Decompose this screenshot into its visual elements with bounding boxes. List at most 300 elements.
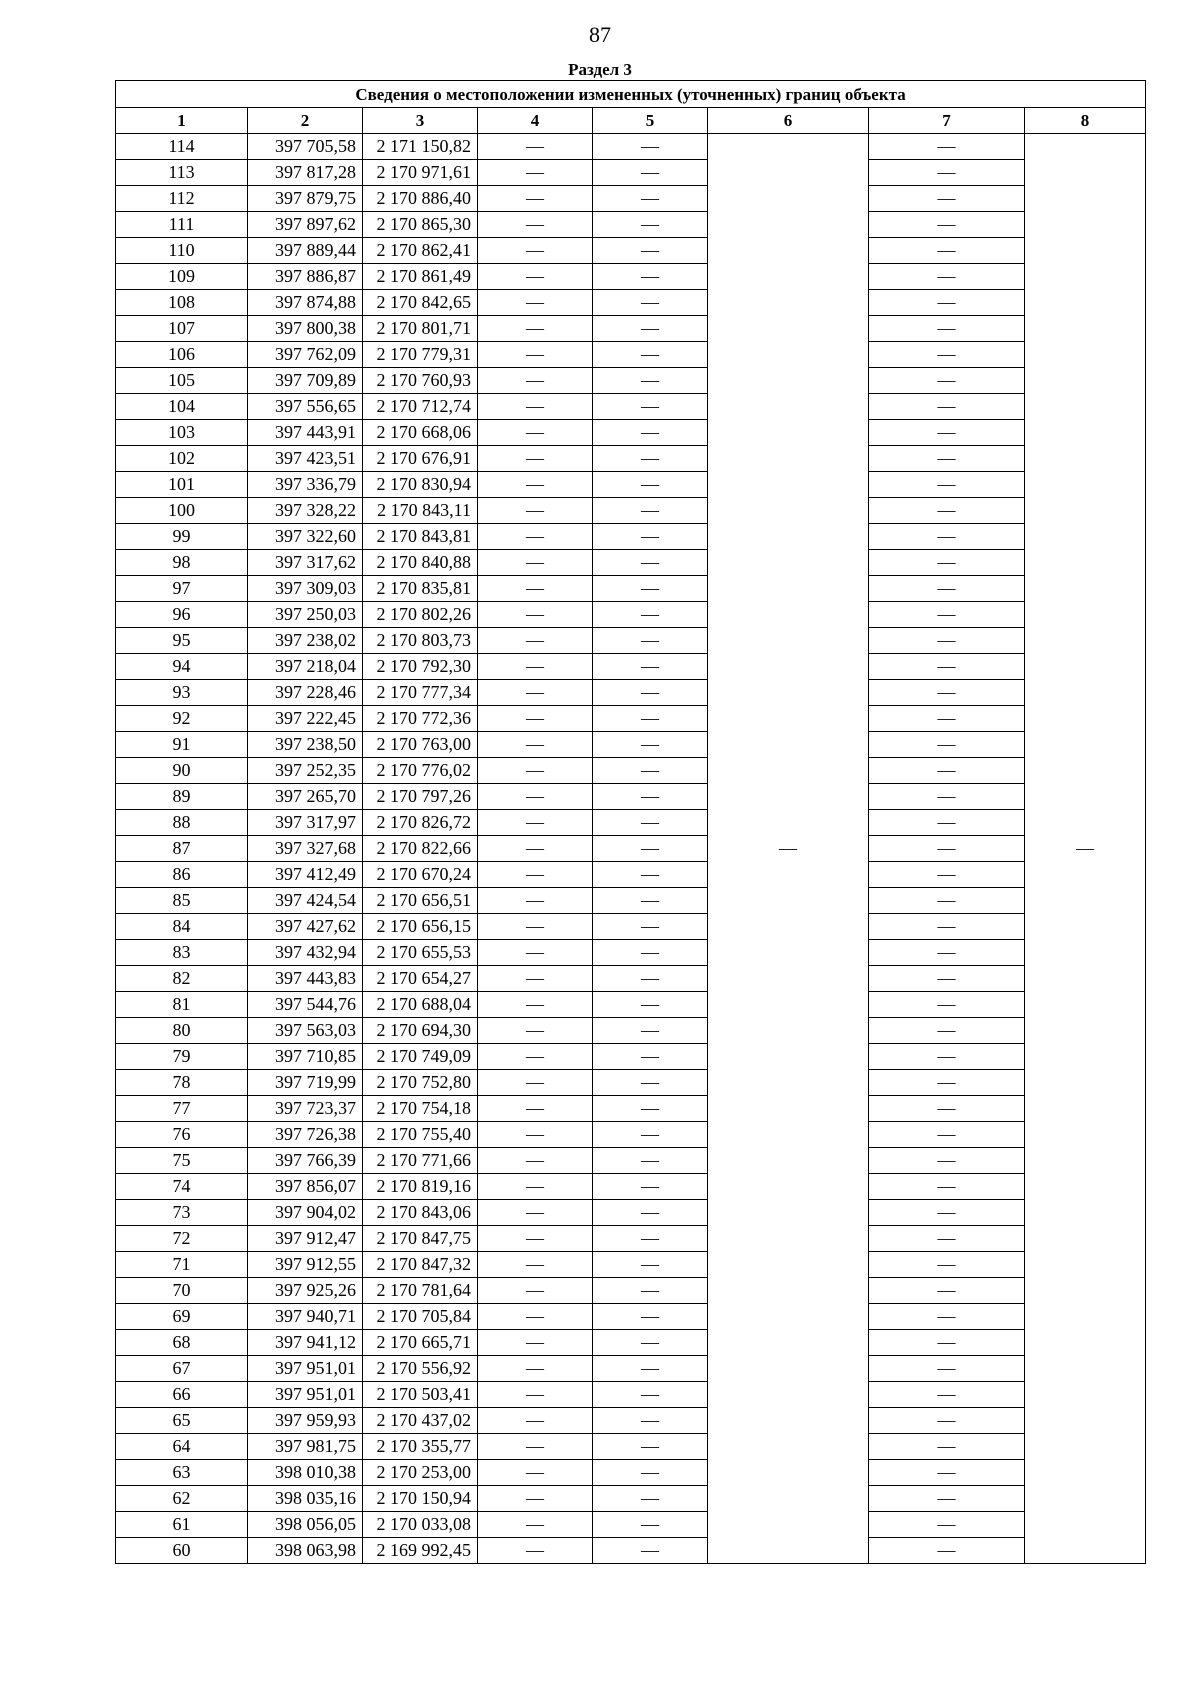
col7-cell: —: [869, 1512, 1025, 1538]
col4-cell: —: [478, 394, 593, 420]
x-coordinate-cell: 397 222,45: [248, 706, 363, 732]
x-coordinate-cell: 397 252,35: [248, 758, 363, 784]
col5-cell: —: [593, 1382, 708, 1408]
col4-cell: —: [478, 290, 593, 316]
col4-cell: —: [478, 784, 593, 810]
col7-cell: —: [869, 1460, 1025, 1486]
table-body: [116, 134, 1146, 1564]
col7-cell: —: [869, 784, 1025, 810]
x-coordinate-cell: 397 817,28: [248, 160, 363, 186]
col4-cell: —: [478, 264, 593, 290]
table-row: [116, 264, 1146, 290]
col4-cell: —: [478, 758, 593, 784]
y-coordinate-cell: 2 170 865,30: [363, 212, 478, 238]
col5-cell: —: [593, 1408, 708, 1434]
col7-cell: —: [869, 1018, 1025, 1044]
col5-cell: —: [593, 1148, 708, 1174]
y-coordinate-cell: 2 170 781,64: [363, 1278, 478, 1304]
col4-cell: —: [478, 1018, 593, 1044]
x-coordinate-cell: 397 951,01: [248, 1382, 363, 1408]
col7-cell: —: [869, 212, 1025, 238]
y-coordinate-cell: 2 170 843,06: [363, 1200, 478, 1226]
point-number-cell: 98: [116, 550, 248, 576]
col7-cell: —: [869, 914, 1025, 940]
x-coordinate-cell: 397 544,76: [248, 992, 363, 1018]
table-row: [116, 550, 1146, 576]
point-number-cell: 78: [116, 1070, 248, 1096]
col4-cell: —: [478, 420, 593, 446]
x-coordinate-cell: 397 925,26: [248, 1278, 363, 1304]
x-coordinate-cell: 397 981,75: [248, 1434, 363, 1460]
point-number-cell: 113: [116, 160, 248, 186]
point-number-cell: 72: [116, 1226, 248, 1252]
x-coordinate-cell: 398 010,38: [248, 1460, 363, 1486]
table-row: [116, 966, 1146, 992]
y-coordinate-cell: 2 170 830,94: [363, 472, 478, 498]
col7-cell: —: [869, 524, 1025, 550]
y-coordinate-cell: 2 170 712,74: [363, 394, 478, 420]
col4-cell: —: [478, 1356, 593, 1382]
column-header-2: 2: [248, 108, 363, 134]
y-coordinate-cell: 2 170 655,53: [363, 940, 478, 966]
y-coordinate-cell: 2 170 797,26: [363, 784, 478, 810]
table-row: [116, 1044, 1146, 1070]
point-number-cell: 85: [116, 888, 248, 914]
y-coordinate-cell: 2 170 688,04: [363, 992, 478, 1018]
y-coordinate-cell: 2 170 819,16: [363, 1174, 478, 1200]
y-coordinate-cell: 2 170 777,34: [363, 680, 478, 706]
col7-cell: —: [869, 810, 1025, 836]
x-coordinate-cell: 397 874,88: [248, 290, 363, 316]
point-number-cell: 81: [116, 992, 248, 1018]
col4-cell: —: [478, 368, 593, 394]
y-coordinate-cell: 2 170 843,11: [363, 498, 478, 524]
col5-cell: —: [593, 1174, 708, 1200]
y-coordinate-cell: 2 170 847,32: [363, 1252, 478, 1278]
col5-cell: —: [593, 1460, 708, 1486]
table-row: [116, 238, 1146, 264]
col5-cell: —: [593, 1278, 708, 1304]
point-number-cell: 87: [116, 836, 248, 862]
point-number-cell: 76: [116, 1122, 248, 1148]
x-coordinate-cell: 397 886,87: [248, 264, 363, 290]
col7-cell: —: [869, 1226, 1025, 1252]
point-number-cell: 61: [116, 1512, 248, 1538]
col5-cell: —: [593, 1096, 708, 1122]
col7-cell: —: [869, 888, 1025, 914]
table-row: [116, 1070, 1146, 1096]
x-coordinate-cell: 397 317,62: [248, 550, 363, 576]
col4-cell: —: [478, 940, 593, 966]
col4-cell: —: [478, 1512, 593, 1538]
point-number-cell: 84: [116, 914, 248, 940]
col7-cell: —: [869, 1434, 1025, 1460]
col7-cell: —: [869, 1408, 1025, 1434]
column-header-6: 6: [708, 108, 869, 134]
point-number-cell: 62: [116, 1486, 248, 1512]
x-coordinate-cell: 397 309,03: [248, 576, 363, 602]
col5-cell: —: [593, 784, 708, 810]
table-row: [116, 290, 1146, 316]
col7-cell: —: [869, 316, 1025, 342]
col7-cell: —: [869, 1252, 1025, 1278]
y-coordinate-cell: 2 170 503,41: [363, 1382, 478, 1408]
table-row: [116, 1460, 1146, 1486]
col4-cell: —: [478, 732, 593, 758]
coordinates-table: [115, 80, 1146, 1564]
table-row: [116, 1304, 1146, 1330]
col5-cell: —: [593, 940, 708, 966]
col7-cell: —: [869, 498, 1025, 524]
x-coordinate-cell: 397 951,01: [248, 1356, 363, 1382]
column-header-3: 3: [363, 108, 478, 134]
point-number-cell: 106: [116, 342, 248, 368]
point-number-cell: 65: [116, 1408, 248, 1434]
point-number-cell: 79: [116, 1044, 248, 1070]
col5-cell: —: [593, 1044, 708, 1070]
x-coordinate-cell: 397 762,09: [248, 342, 363, 368]
page-number: 87: [589, 22, 611, 47]
point-number-cell: 92: [116, 706, 248, 732]
col7-cell: —: [869, 1200, 1025, 1226]
col4-cell: —: [478, 810, 593, 836]
table-row: [116, 1226, 1146, 1252]
col4-cell: —: [478, 1200, 593, 1226]
col5-cell: —: [593, 1304, 708, 1330]
y-coordinate-cell: 2 170 801,71: [363, 316, 478, 342]
col7-cell: —: [869, 1122, 1025, 1148]
x-coordinate-cell: 397 238,50: [248, 732, 363, 758]
table-row: [116, 706, 1146, 732]
x-coordinate-cell: 397 719,99: [248, 1070, 363, 1096]
col7-cell: —: [869, 342, 1025, 368]
x-coordinate-cell: 397 228,46: [248, 680, 363, 706]
point-number-cell: 74: [116, 1174, 248, 1200]
x-coordinate-cell: 397 432,94: [248, 940, 363, 966]
point-number-cell: 107: [116, 316, 248, 342]
table-row: [116, 472, 1146, 498]
col5-cell: —: [593, 1330, 708, 1356]
table-row: [116, 498, 1146, 524]
table-row: [116, 1148, 1146, 1174]
point-number-cell: 69: [116, 1304, 248, 1330]
x-coordinate-cell: 397 912,47: [248, 1226, 363, 1252]
y-coordinate-cell: 2 170 150,94: [363, 1486, 478, 1512]
y-coordinate-cell: 2 170 842,65: [363, 290, 478, 316]
col7-cell: —: [869, 1330, 1025, 1356]
col4-cell: —: [478, 706, 593, 732]
point-number-cell: 94: [116, 654, 248, 680]
point-number-cell: 67: [116, 1356, 248, 1382]
col4-cell: —: [478, 628, 593, 654]
col4-cell: —: [478, 602, 593, 628]
point-number-cell: 64: [116, 1434, 248, 1460]
table-row: [116, 212, 1146, 238]
col7-cell: —: [869, 1096, 1025, 1122]
col5-cell: —: [593, 1486, 708, 1512]
col5-cell: —: [593, 238, 708, 264]
column-header-4: 4: [478, 108, 593, 134]
x-coordinate-cell: 397 709,89: [248, 368, 363, 394]
col7-cell: —: [869, 394, 1025, 420]
table-row: [116, 1408, 1146, 1434]
col5-cell: —: [593, 394, 708, 420]
point-number-cell: 110: [116, 238, 248, 264]
col5-cell: —: [593, 992, 708, 1018]
x-coordinate-cell: 398 056,05: [248, 1512, 363, 1538]
col5-cell: —: [593, 264, 708, 290]
x-coordinate-cell: 397 218,04: [248, 654, 363, 680]
point-number-cell: 97: [116, 576, 248, 602]
point-number-cell: 114: [116, 134, 248, 160]
col6-merged-cell: —: [708, 134, 869, 1564]
col4-cell: —: [478, 576, 593, 602]
col7-cell: —: [869, 446, 1025, 472]
col7-cell: —: [869, 1070, 1025, 1096]
col4-cell: —: [478, 1278, 593, 1304]
point-number-cell: 101: [116, 472, 248, 498]
col7-cell: —: [869, 940, 1025, 966]
col5-cell: —: [593, 524, 708, 550]
y-coordinate-cell: 2 170 656,15: [363, 914, 478, 940]
col4-cell: —: [478, 1330, 593, 1356]
col4-cell: —: [478, 1096, 593, 1122]
col7-cell: —: [869, 1148, 1025, 1174]
point-number-cell: 60: [116, 1538, 248, 1564]
col5-cell: —: [593, 186, 708, 212]
table-row: [116, 524, 1146, 550]
table-row: [116, 446, 1146, 472]
x-coordinate-cell: 397 904,02: [248, 1200, 363, 1226]
y-coordinate-cell: 2 170 694,30: [363, 1018, 478, 1044]
y-coordinate-cell: 2 170 760,93: [363, 368, 478, 394]
col7-cell: —: [869, 368, 1025, 394]
y-coordinate-cell: 2 171 150,82: [363, 134, 478, 160]
y-coordinate-cell: 2 170 656,51: [363, 888, 478, 914]
point-number-cell: 108: [116, 290, 248, 316]
table-row: [116, 1122, 1146, 1148]
col5-cell: —: [593, 680, 708, 706]
point-number-cell: 71: [116, 1252, 248, 1278]
col5-cell: —: [593, 862, 708, 888]
col7-cell: —: [869, 966, 1025, 992]
col5-cell: —: [593, 446, 708, 472]
col4-cell: —: [478, 1174, 593, 1200]
col7-cell: —: [869, 1382, 1025, 1408]
col7-cell: —: [869, 758, 1025, 784]
x-coordinate-cell: 397 317,97: [248, 810, 363, 836]
point-number-cell: 102: [116, 446, 248, 472]
x-coordinate-cell: 398 063,98: [248, 1538, 363, 1564]
table-row: [116, 1174, 1146, 1200]
col5-cell: —: [593, 472, 708, 498]
col4-cell: —: [478, 836, 593, 862]
col5-cell: —: [593, 836, 708, 862]
col5-cell: —: [593, 810, 708, 836]
table-row: [116, 654, 1146, 680]
table-row: [116, 992, 1146, 1018]
col4-cell: —: [478, 238, 593, 264]
x-coordinate-cell: 398 035,16: [248, 1486, 363, 1512]
col5-cell: —: [593, 732, 708, 758]
point-number-cell: 112: [116, 186, 248, 212]
point-number-cell: 109: [116, 264, 248, 290]
y-coordinate-cell: 2 170 253,00: [363, 1460, 478, 1486]
col4-cell: —: [478, 1460, 593, 1486]
point-number-cell: 70: [116, 1278, 248, 1304]
col5-cell: —: [593, 316, 708, 342]
table-row: [116, 628, 1146, 654]
x-coordinate-cell: 397 800,38: [248, 316, 363, 342]
point-number-cell: 96: [116, 602, 248, 628]
point-number-cell: 100: [116, 498, 248, 524]
col4-cell: —: [478, 1070, 593, 1096]
col7-cell: —: [869, 680, 1025, 706]
col7-cell: —: [869, 1278, 1025, 1304]
table-row: [116, 316, 1146, 342]
x-coordinate-cell: 397 889,44: [248, 238, 363, 264]
point-number-cell: 86: [116, 862, 248, 888]
col5-cell: —: [593, 914, 708, 940]
col4-cell: —: [478, 1434, 593, 1460]
col4-cell: —: [478, 212, 593, 238]
x-coordinate-cell: 397 412,49: [248, 862, 363, 888]
col7-cell: —: [869, 836, 1025, 862]
table-caption: Сведения о местоположении измененных (уточненных) границ объекта: [116, 81, 1146, 108]
column-header-8: 8: [1025, 108, 1146, 134]
col8-merged-cell: —: [1025, 134, 1146, 1564]
x-coordinate-cell: 397 710,85: [248, 1044, 363, 1070]
y-coordinate-cell: 2 170 665,71: [363, 1330, 478, 1356]
col5-cell: —: [593, 1356, 708, 1382]
table-row: [116, 1434, 1146, 1460]
col4-cell: —: [478, 1044, 593, 1070]
table-row: [116, 1486, 1146, 1512]
table-row: [116, 862, 1146, 888]
y-coordinate-cell: 2 170 705,84: [363, 1304, 478, 1330]
x-coordinate-cell: 397 959,93: [248, 1408, 363, 1434]
col5-cell: —: [593, 342, 708, 368]
x-coordinate-cell: 397 424,54: [248, 888, 363, 914]
col4-cell: —: [478, 862, 593, 888]
col5-cell: —: [593, 966, 708, 992]
col7-cell: —: [869, 602, 1025, 628]
column-header-5: 5: [593, 108, 708, 134]
col7-cell: —: [869, 862, 1025, 888]
table-row: [116, 186, 1146, 212]
table-row: [116, 1356, 1146, 1382]
x-coordinate-cell: 397 897,62: [248, 212, 363, 238]
table-row: [116, 420, 1146, 446]
col7-cell: —: [869, 1486, 1025, 1512]
y-coordinate-cell: 2 170 556,92: [363, 1356, 478, 1382]
table-row: [116, 160, 1146, 186]
point-number-cell: 89: [116, 784, 248, 810]
x-coordinate-cell: 397 238,02: [248, 628, 363, 654]
col4-cell: —: [478, 888, 593, 914]
table-row: [116, 1512, 1146, 1538]
y-coordinate-cell: 2 170 670,24: [363, 862, 478, 888]
col5-cell: —: [593, 1434, 708, 1460]
table-row: [116, 914, 1146, 940]
col5-cell: —: [593, 602, 708, 628]
col7-cell: —: [869, 264, 1025, 290]
table-row: [116, 1018, 1146, 1044]
table-row: [116, 576, 1146, 602]
point-number-cell: 63: [116, 1460, 248, 1486]
x-coordinate-cell: 397 723,37: [248, 1096, 363, 1122]
table-row: [116, 680, 1146, 706]
y-coordinate-cell: 2 170 772,36: [363, 706, 478, 732]
col7-cell: —: [869, 186, 1025, 212]
col4-cell: —: [478, 550, 593, 576]
y-coordinate-cell: 2 170 668,06: [363, 420, 478, 446]
point-number-cell: 66: [116, 1382, 248, 1408]
col4-cell: —: [478, 498, 593, 524]
x-coordinate-cell: 397 705,58: [248, 134, 363, 160]
col7-cell: —: [869, 472, 1025, 498]
y-coordinate-cell: 2 170 355,77: [363, 1434, 478, 1460]
table-row: [116, 134, 1146, 160]
col4-cell: —: [478, 1252, 593, 1278]
col4-cell: —: [478, 160, 593, 186]
col4-cell: —: [478, 1408, 593, 1434]
x-coordinate-cell: 397 563,03: [248, 1018, 363, 1044]
col4-cell: —: [478, 1304, 593, 1330]
col7-cell: —: [869, 290, 1025, 316]
table-row: [116, 1382, 1146, 1408]
y-coordinate-cell: 2 170 847,75: [363, 1226, 478, 1252]
x-coordinate-cell: 397 336,79: [248, 472, 363, 498]
col5-cell: —: [593, 290, 708, 316]
col4-cell: —: [478, 1122, 593, 1148]
col5-cell: —: [593, 1538, 708, 1564]
y-coordinate-cell: 2 170 861,49: [363, 264, 478, 290]
col4-cell: —: [478, 1148, 593, 1174]
y-coordinate-cell: 2 170 792,30: [363, 654, 478, 680]
point-number-cell: 68: [116, 1330, 248, 1356]
y-coordinate-cell: 2 170 776,02: [363, 758, 478, 784]
point-number-cell: 91: [116, 732, 248, 758]
col5-cell: —: [593, 888, 708, 914]
col4-cell: —: [478, 316, 593, 342]
point-number-cell: 104: [116, 394, 248, 420]
y-coordinate-cell: 2 170 802,26: [363, 602, 478, 628]
col4-cell: —: [478, 680, 593, 706]
col4-cell: —: [478, 342, 593, 368]
point-number-cell: 93: [116, 680, 248, 706]
table-row: [116, 940, 1146, 966]
table-row: [116, 732, 1146, 758]
col4-cell: —: [478, 1538, 593, 1564]
y-coordinate-cell: 2 170 822,66: [363, 836, 478, 862]
y-coordinate-cell: 2 169 992,45: [363, 1538, 478, 1564]
col7-cell: —: [869, 706, 1025, 732]
col5-cell: —: [593, 498, 708, 524]
table-row: [116, 888, 1146, 914]
col7-cell: —: [869, 420, 1025, 446]
col4-cell: —: [478, 134, 593, 160]
col5-cell: —: [593, 368, 708, 394]
y-coordinate-cell: 2 170 749,09: [363, 1044, 478, 1070]
table-row: [116, 1200, 1146, 1226]
col5-cell: —: [593, 1226, 708, 1252]
x-coordinate-cell: 397 856,07: [248, 1174, 363, 1200]
col7-cell: —: [869, 1356, 1025, 1382]
y-coordinate-cell: 2 170 843,81: [363, 524, 478, 550]
col4-cell: —: [478, 1486, 593, 1512]
x-coordinate-cell: 397 423,51: [248, 446, 363, 472]
